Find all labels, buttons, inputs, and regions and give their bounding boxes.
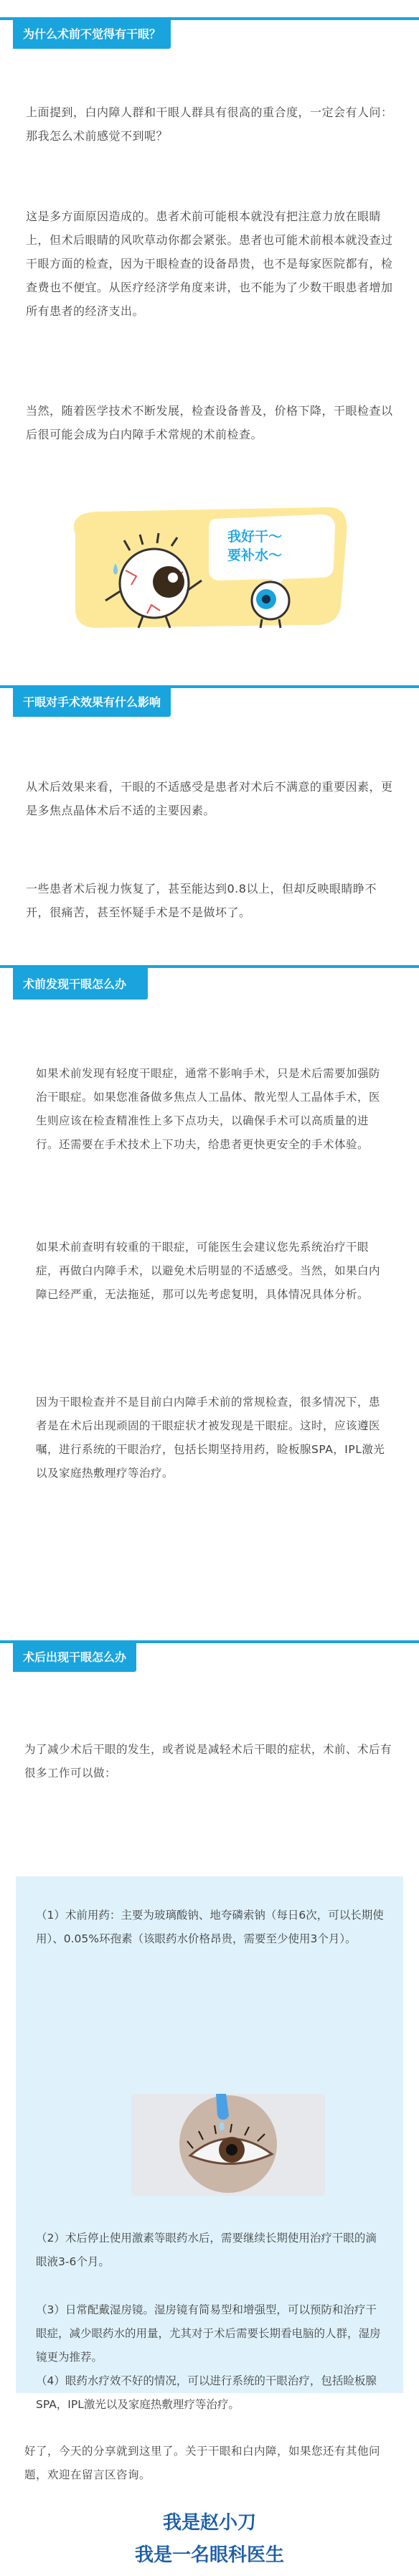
heading-label: 干眼对手术效果有什么影响 <box>13 688 171 717</box>
heading-label: 为什么术前不觉得有干眼？ <box>13 20 171 49</box>
paragraph: 上面提到，白内障人群和干眼人群具有很高的重合度，一定会有人问：那我怎么术前感觉不到呢？ <box>26 105 393 143</box>
eye-drop-photo <box>131 2094 325 2196</box>
tip-item: （3）日常配戴湿房镜。湿房镜有简易型和增强型，可以预防和治疗干眼症，减少眼药水的用量，尤其对于术后需要长期看电脑的人群，湿房镜更为推荐。 <box>36 2303 381 2364</box>
heading-label: 术后出现干眼怎么办 <box>13 1643 136 1672</box>
paragraph: 如果术前发现有轻度干眼症，通常不影响手术，只是术后需要加强防治干眼症。如果您准备做多焦点人工晶体、散光型人工晶体手术，医生则应该在检查精准性上多下点功夫，以确保手术可以高质量的进行。还需要在手术技术上下功夫，给患者更快更安全的手术体验。 <box>36 1067 381 1151</box>
signoff-name: 我是赵小刀 <box>162 2512 256 2534</box>
signoff-title: 我是一名眼科医生 <box>134 2544 284 2566</box>
heading-label: 术前发现干眼怎么办 <box>13 968 148 1000</box>
paragraph: 从术后效果来看，干眼的不适感受是患者对术后不满意的重要因素，更是多焦点晶体术后不适的主要因素。 <box>26 780 393 817</box>
bubble-line: 我好干～ <box>227 529 283 545</box>
bubble-line: 要补水～ <box>227 547 283 563</box>
section-heading <box>0 965 419 1030</box>
tip-item: （2）术后停止使用激素等眼药水后，需要继续长期使用治疗干眼的滴眼液3-6个月。 <box>36 2232 377 2268</box>
paragraph: 因为干眼检查并不是目前白内障手术前的常规检查，很多情况下，患者是在术后出现顽固的干眼症状才被发现是干眼症。这时，应该遵医嘱，进行系统的干眼治疗，包括长期坚持用药，睑板腺SPA，IPL激光以及家庭热敷理疗等治疗。 <box>36 1396 385 1480</box>
section-heading <box>0 685 419 735</box>
dry-eye-cartoon <box>68 506 352 629</box>
paragraph: 如果术前查明有较重的干眼症，可能医生会建议您先系统治疗干眼症，再做白内障手术，以避免术后明显的不适感受。当然，如果白内障已经严重，无法拖延，那可以先考虑复明，具体情况具体分析。 <box>36 1241 381 1301</box>
paragraph: 为了减少术后干眼的发生，或者说是减轻术后干眼的症状，术前、术后有很多工作可以做： <box>24 1743 392 1780</box>
tip-item: （4）眼药水疗效不好的情况，可以进行系统的干眼治疗，包括睑板腺SPA，IPL激光以及家庭热敷理疗等治疗。 <box>36 2374 377 2411</box>
tip-item: （1）术前用药：主要为玻璃酸钠、地夸磷索钠（每日6次，可以长期使用）、0.05%环孢素（该眼药水价格昂贵，需要至少使用3个月）。 <box>36 1909 384 1945</box>
bubble-text <box>227 527 282 565</box>
section-heading <box>0 1640 419 1691</box>
section-heading <box>0 17 419 67</box>
closing-paragraph: 好了，今天的分享就到这里了。关于干眼和白内障，如果您还有其他问题，欢迎在留言区咨询。 <box>24 2445 381 2481</box>
paragraph: 一些患者术后视力恢复了，甚至能达到0.8以上，但却反映眼睛睁不开，很痛苦，甚至怀疑手术是不是做坏了。 <box>26 882 377 919</box>
paragraph: 当然，随着医学技术不断发展，检查设备普及，价格下降，干眼检查以后很可能会成为白内障手术常规的术前检查。 <box>26 404 393 441</box>
paragraph: 这是多方面原因造成的。患者术前可能根本就没有把注意力放在眼睛上，但术后眼睛的风吹草动你都会紧张。患者也可能术前根本就没查过干眼方面的检查，因为干眼检查的设备昂贵，也不是每家医院都有，检查费也不便宜。从医疗经济学角度来讲，也不能为了少数干眼患者增加所有患者的经济支出。 <box>26 210 393 318</box>
